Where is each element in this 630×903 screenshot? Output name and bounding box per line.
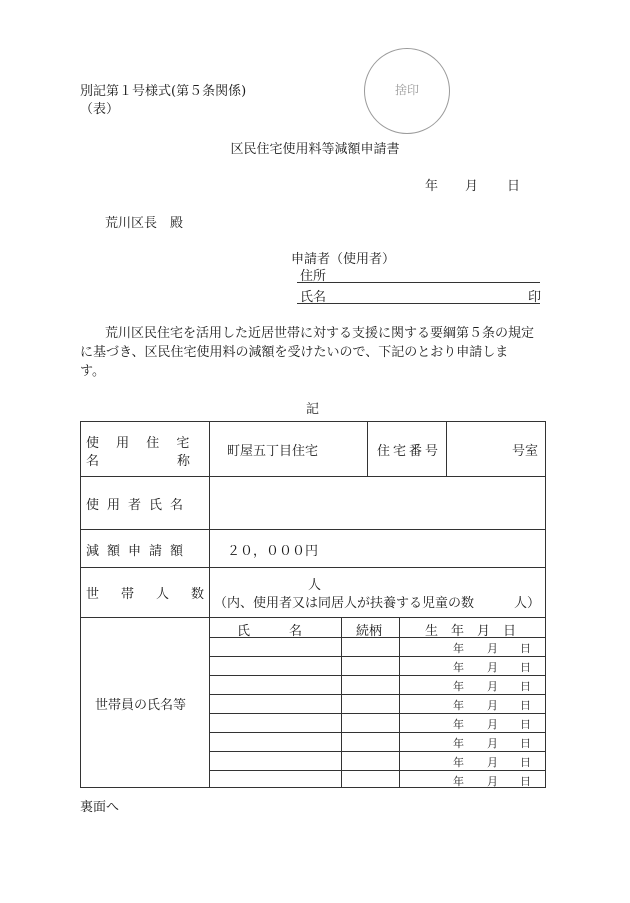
table-row-divider bbox=[80, 529, 546, 530]
body-line-1: 荒川区民住宅を活用した近居世帯に対する支援に関する要綱第５条の規定 bbox=[105, 326, 535, 341]
household-members-label: 世帯員の氏名等 bbox=[95, 698, 187, 713]
member-date-year: 年 bbox=[453, 718, 464, 731]
members-col-divider bbox=[399, 617, 400, 787]
continue-on-back: 裏面へ bbox=[80, 800, 120, 815]
form-side: （表） bbox=[80, 102, 120, 117]
child-count-note-end: 人） bbox=[514, 596, 541, 611]
member-date-year: 年 bbox=[453, 680, 464, 693]
col-header-name: 氏 名 bbox=[237, 624, 303, 639]
reduction-amount-value: ２０，０００円 bbox=[227, 544, 319, 559]
date-year: 年 bbox=[425, 179, 439, 194]
members-row-line bbox=[209, 751, 545, 752]
table-row-divider bbox=[80, 567, 546, 568]
applicant-name-label: 氏名 bbox=[300, 290, 327, 305]
user-name-label: 使用者氏名 bbox=[86, 498, 192, 513]
ki-label: 記 bbox=[306, 402, 320, 417]
household-size-label: 世帯人数 bbox=[86, 587, 227, 602]
col-header-birthdate: 生 年 月 日 bbox=[425, 624, 517, 639]
member-date-year: 年 bbox=[453, 642, 464, 655]
table-border-top bbox=[80, 421, 546, 422]
applicant-name-line bbox=[297, 303, 540, 304]
members-row-line bbox=[209, 694, 545, 695]
member-date-year: 年 bbox=[453, 661, 464, 674]
addressee: 荒川区長 殿 bbox=[105, 216, 184, 231]
member-date-day: 日 bbox=[520, 718, 531, 731]
member-date-day: 日 bbox=[520, 661, 531, 674]
residence-label-a: 使 用 住 宅 bbox=[86, 436, 190, 451]
members-row-line bbox=[209, 656, 545, 657]
discard-seal-label: 捨印 bbox=[394, 83, 419, 97]
reduction-amount-label: 減額申請額 bbox=[86, 544, 192, 559]
table-border-bottom bbox=[80, 787, 546, 788]
member-date-day: 日 bbox=[520, 737, 531, 750]
child-count-note: （内、使用者又は同居人が扶養する児童の数 bbox=[214, 596, 475, 611]
table-row-divider bbox=[80, 617, 546, 618]
body-line-2: に基づき、区民住宅使用料の減額を受けたいので、下記のとおり申請しま bbox=[80, 345, 509, 360]
members-row-line bbox=[209, 713, 545, 714]
table-row-divider bbox=[80, 476, 546, 477]
applicant-address-line bbox=[297, 282, 540, 283]
members-col-divider bbox=[341, 617, 342, 787]
member-date-month: 月 bbox=[487, 642, 498, 655]
member-date-month: 月 bbox=[487, 756, 498, 769]
member-date-year: 年 bbox=[453, 737, 464, 750]
member-date-month: 月 bbox=[487, 718, 498, 731]
members-row-line bbox=[209, 732, 545, 733]
table-border-right bbox=[545, 421, 546, 787]
member-date-month: 月 bbox=[487, 737, 498, 750]
member-date-day: 日 bbox=[520, 756, 531, 769]
member-date-month: 月 bbox=[487, 680, 498, 693]
table-house-no-divider bbox=[446, 421, 447, 476]
member-date-day: 日 bbox=[520, 699, 531, 712]
member-date-day: 日 bbox=[520, 642, 531, 655]
member-date-month: 月 bbox=[487, 699, 498, 712]
table-house-no-divider bbox=[367, 421, 368, 476]
member-date-year: 年 bbox=[453, 756, 464, 769]
member-date-day: 日 bbox=[520, 775, 531, 788]
room-suffix: 号室 bbox=[512, 444, 539, 459]
members-row-line bbox=[209, 675, 545, 676]
member-date-month: 月 bbox=[487, 775, 498, 788]
member-date-month: 月 bbox=[487, 661, 498, 674]
applicant-heading: 申請者（使用者） bbox=[291, 252, 396, 267]
members-row-line bbox=[209, 770, 545, 771]
document-title: 区民住宅使用料等減額申請書 bbox=[230, 142, 400, 157]
house-number-label: 住宅番号 bbox=[377, 444, 442, 459]
body-line-3: す。 bbox=[80, 364, 105, 379]
residence-name-value: 町屋五丁目住宅 bbox=[227, 444, 319, 459]
residence-label-b: 名 称 bbox=[86, 454, 191, 469]
date-month: 月 bbox=[465, 179, 479, 194]
member-date-year: 年 bbox=[453, 699, 464, 712]
household-size-unit: 人 bbox=[308, 578, 322, 593]
col-header-relation: 続柄 bbox=[356, 624, 383, 639]
discard-seal bbox=[364, 48, 450, 134]
date-day: 日 bbox=[507, 179, 521, 194]
table-border-left bbox=[80, 421, 81, 787]
applicant-seal-mark: 印 bbox=[528, 290, 542, 305]
applicant-address-label: 住所 bbox=[300, 269, 327, 284]
member-date-day: 日 bbox=[520, 680, 531, 693]
form-number: 別記第１号様式(第５条関係) bbox=[80, 84, 247, 99]
member-date-year: 年 bbox=[453, 775, 464, 788]
